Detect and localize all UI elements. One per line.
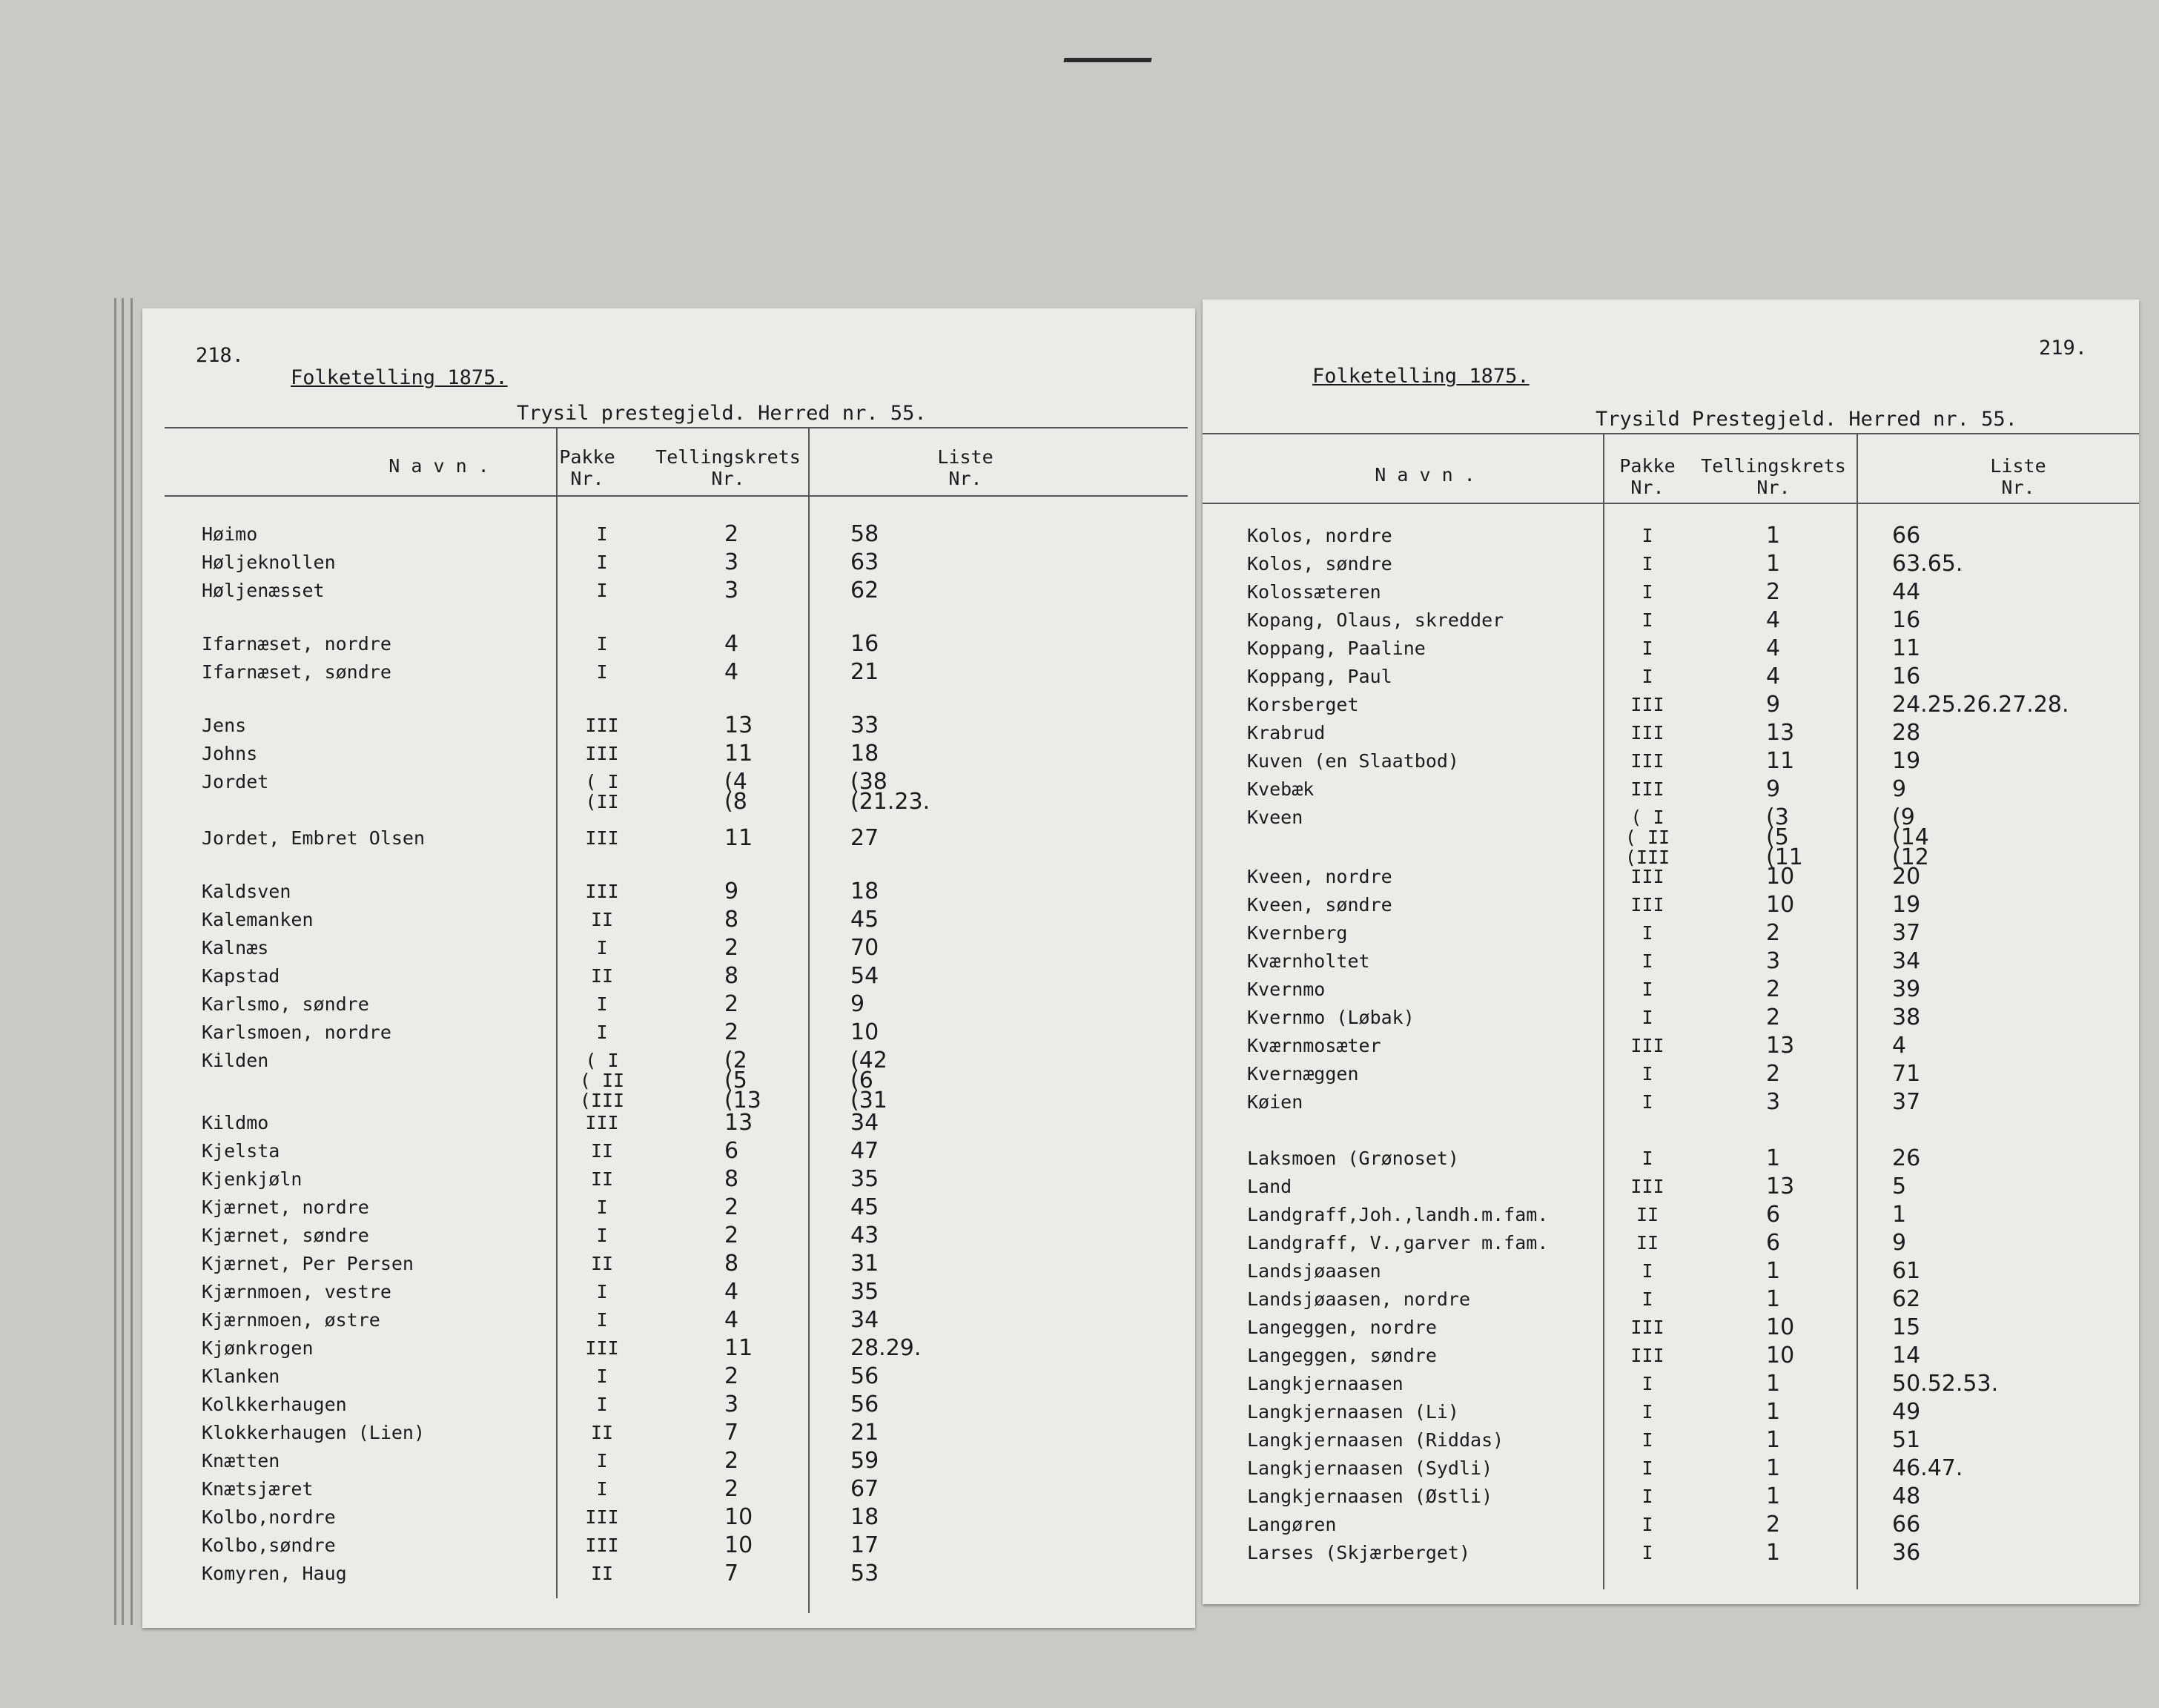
table-rule [165, 427, 1188, 428]
cell-pakke: I [596, 993, 608, 1015]
cell-liste: 31 [850, 1251, 879, 1277]
cell-tellingskrets: 4 [1766, 635, 1781, 661]
cell-navn: Kvebæk [1247, 778, 1315, 800]
cell-tellingskrets: (3 (5 (11 [1766, 804, 1803, 870]
cell-tellingskrets: 8 [724, 1251, 739, 1277]
cell-pakke: I [1641, 581, 1653, 603]
cell-liste: 63.65. [1892, 551, 1963, 577]
cell-liste: (38 (21.23. [850, 769, 930, 815]
cell-pakke: I [1641, 525, 1653, 546]
cell-navn: Klanken [202, 1366, 280, 1387]
cell-tellingskrets: 1 [1766, 1399, 1781, 1425]
cell-pakke: II [590, 1140, 614, 1162]
cell-liste: 18 [850, 878, 879, 904]
cell-navn: Kopang, Olaus, skredder [1247, 609, 1504, 631]
cell-liste: 19 [1892, 892, 1921, 918]
table-rule [165, 495, 1188, 497]
cell-pakke: III [1630, 750, 1664, 772]
cell-liste: (42 (6 (31 [850, 1047, 887, 1113]
cell-pakke: III [585, 881, 619, 902]
cell-liste: 66 [1892, 1512, 1921, 1537]
column-header-pakke: Pakke Nr. [1619, 455, 1676, 498]
page-edge [130, 298, 133, 1625]
cell-pakke: ( I ( II (III [1624, 807, 1670, 868]
cell-tellingskrets: 2 [1766, 976, 1781, 1002]
page-number: 218. [196, 344, 245, 367]
cell-navn: Kuven (en Slaatbod) [1247, 750, 1459, 772]
cell-pakke: I [596, 1022, 608, 1043]
cell-pakke: III [585, 715, 619, 736]
column-divider [1857, 433, 1858, 1589]
cell-pakke: I [1641, 638, 1653, 659]
cell-pakke: III [1630, 722, 1664, 744]
cell-liste: 28 [1892, 720, 1921, 746]
cell-navn: Kjærnmoen, østre [202, 1309, 380, 1331]
cell-liste: 56 [850, 1391, 879, 1417]
cell-navn: Laksmoen (Grønoset) [1247, 1148, 1459, 1169]
cell-tellingskrets: 7 [724, 1420, 739, 1446]
cell-navn: Knætten [202, 1450, 280, 1472]
cell-pakke: III [585, 1112, 619, 1133]
cell-navn: Landgraff, V.,garver m.fam. [1247, 1232, 1549, 1254]
cell-pakke: III [585, 827, 619, 849]
cell-pakke: I [596, 523, 608, 545]
right-page [1203, 299, 2139, 1604]
cell-liste: 14 [1892, 1343, 1921, 1368]
cell-pakke: I [596, 661, 608, 683]
cell-pakke: II [590, 1422, 614, 1443]
cell-pakke: I [1641, 950, 1653, 972]
cell-pakke: I [596, 937, 608, 959]
cell-tellingskrets: 10 [1766, 892, 1795, 918]
cell-pakke: II [590, 1563, 614, 1584]
cell-pakke: ( I ( II (III [579, 1050, 625, 1111]
cell-pakke: I [1641, 1401, 1653, 1423]
cell-navn: Karlsmoen, nordre [202, 1022, 391, 1043]
cell-navn: Kværnmosæter [1247, 1035, 1381, 1056]
cell-tellingskrets: 13 [724, 1110, 753, 1136]
cell-tellingskrets: 2 [724, 1019, 739, 1045]
cell-navn: Kvernmo (Løbak) [1247, 1007, 1415, 1028]
cell-tellingskrets: 1 [1766, 1145, 1781, 1171]
cell-navn: Kvernberg [1247, 922, 1348, 944]
cell-tellingskrets: 9 [1766, 692, 1781, 718]
cell-tellingskrets: 10 [1766, 1343, 1795, 1368]
cell-navn: Ifarnæset, nordre [202, 633, 391, 655]
cell-navn: Knætsjæret [202, 1478, 314, 1500]
cell-liste: 51 [1892, 1427, 1921, 1453]
cell-navn: Langkjernaasen (Østli) [1247, 1486, 1493, 1507]
cell-tellingskrets: 4 [724, 1279, 739, 1305]
cell-liste: 20 [1892, 864, 1921, 890]
cell-pakke: I [596, 580, 608, 601]
cell-pakke: I [1641, 1091, 1653, 1113]
cell-navn: Kjærnet, søndre [202, 1225, 369, 1246]
cell-liste: 38 [1892, 1004, 1921, 1030]
cell-pakke: I [1641, 1486, 1653, 1507]
cell-tellingskrets: 4 [1766, 663, 1781, 689]
cell-pakke: I [1641, 666, 1653, 687]
cell-tellingskrets: 1 [1766, 1455, 1781, 1481]
cell-navn: Landsjøaasen [1247, 1260, 1381, 1282]
cell-liste: 46.47. [1892, 1455, 1963, 1481]
cell-pakke: I [596, 552, 608, 573]
cell-liste: 17 [850, 1532, 879, 1558]
cell-pakke: I [1641, 1542, 1653, 1563]
cell-liste: 50.52.53. [1892, 1371, 1999, 1397]
cell-tellingskrets: 1 [1766, 1258, 1781, 1284]
cell-tellingskrets: 10 [1766, 1314, 1795, 1340]
cell-navn: Langkjernaasen (Riddas) [1247, 1429, 1504, 1451]
left-page [142, 308, 1195, 1628]
cell-tellingskrets: 11 [1766, 748, 1795, 774]
cell-navn: Kvernmo [1247, 979, 1326, 1000]
cell-pakke: II [1636, 1204, 1659, 1225]
cell-liste: 16 [1892, 663, 1921, 689]
cell-pakke: I [1641, 1148, 1653, 1169]
cell-tellingskrets: 2 [724, 935, 739, 961]
cell-liste: 4 [1892, 1033, 1907, 1059]
cell-tellingskrets: 1 [1766, 1427, 1781, 1453]
cell-pakke: III [1630, 694, 1664, 715]
cell-tellingskrets: 8 [724, 907, 739, 933]
cell-navn: Kolos, søndre [1247, 553, 1392, 575]
cell-tellingskrets: 6 [724, 1138, 739, 1164]
cell-pakke: III [585, 1337, 619, 1359]
cell-pakke: III [585, 1506, 619, 1528]
cell-navn: Kjærnet, nordre [202, 1196, 369, 1218]
cell-liste: 54 [850, 963, 879, 989]
cell-navn: Kaldsven [202, 881, 291, 902]
cell-tellingskrets: (2 (5 (13 [724, 1047, 761, 1113]
cell-liste: 16 [1892, 607, 1921, 633]
cell-liste: (9 (14 (12 [1892, 804, 1929, 870]
cell-navn: Jens [202, 715, 247, 736]
column-header-navn: N a v n . [1375, 464, 1475, 486]
cell-liste: 66 [1892, 523, 1921, 549]
cell-pakke: I [596, 1366, 608, 1387]
cell-tellingskrets: 11 [724, 1335, 753, 1361]
cell-liste: 44 [1892, 579, 1921, 605]
cell-liste: 62 [1892, 1286, 1921, 1312]
cell-liste: 67 [850, 1476, 879, 1502]
page-heading: Folketelling 1875. [1312, 365, 1530, 388]
cell-liste: 59 [850, 1448, 879, 1474]
cell-navn: Kjærnmoen, vestre [202, 1281, 391, 1302]
cell-pakke: III [585, 743, 619, 764]
cell-navn: Køien [1247, 1091, 1303, 1113]
cell-pakke: I [1641, 609, 1653, 631]
cell-tellingskrets: 3 [1766, 948, 1781, 974]
cell-pakke: I [1641, 1288, 1653, 1310]
cell-liste: 47 [850, 1138, 879, 1164]
cell-liste: 36 [1892, 1540, 1921, 1566]
cell-tellingskrets: 7 [724, 1560, 739, 1586]
cell-navn: Landsjøaasen, nordre [1247, 1288, 1471, 1310]
cell-tellingskrets: 2 [724, 1194, 739, 1220]
cell-tellingskrets: 11 [724, 741, 753, 767]
cell-pakke: III [1630, 894, 1664, 916]
cell-tellingskrets: 2 [1766, 579, 1781, 605]
cell-tellingskrets: 8 [724, 963, 739, 989]
column-header-krets: Tellingskrets Nr. [1701, 455, 1846, 498]
cell-navn: Kjelsta [202, 1140, 280, 1162]
cell-liste: 19 [1892, 748, 1921, 774]
cell-liste: 5 [1892, 1174, 1907, 1199]
cell-pakke: I [1641, 553, 1653, 575]
cell-navn: Langøren [1247, 1514, 1337, 1535]
page-number: 219. [2039, 337, 2088, 360]
cell-liste: 53 [850, 1560, 879, 1586]
cell-tellingskrets: 2 [724, 1222, 739, 1248]
page-subheading: Trysil prestegjeld. Herred nr. 55. [517, 402, 927, 425]
cell-navn: Komyren, Haug [202, 1563, 347, 1584]
cell-liste: 34 [1892, 948, 1921, 974]
cell-pakke: I [596, 1196, 608, 1218]
cell-liste: 61 [1892, 1258, 1921, 1284]
cell-navn: Langkjernaasen (Sydli) [1247, 1457, 1493, 1479]
cell-pakke: ( I (II [585, 771, 619, 812]
cell-pakke: I [1641, 922, 1653, 944]
cell-navn: Høimo [202, 523, 258, 545]
cell-liste: 37 [1892, 1089, 1921, 1115]
cell-tellingskrets: 1 [1766, 551, 1781, 577]
cell-liste: 34 [850, 1307, 879, 1333]
cell-navn: Kildmo [202, 1112, 269, 1133]
cell-tellingskrets: 10 [1766, 864, 1795, 890]
cell-navn: Kjærnet, Per Persen [202, 1253, 414, 1274]
cell-tellingskrets: 2 [724, 1448, 739, 1474]
cell-pakke: III [1630, 1317, 1664, 1338]
cell-tellingskrets: 1 [1766, 523, 1781, 549]
cell-navn: Kalemanken [202, 909, 314, 930]
cell-liste: 16 [850, 631, 879, 657]
cell-navn: Korsberget [1247, 694, 1359, 715]
cell-pakke: I [1641, 1063, 1653, 1085]
cell-pakke: II [590, 1253, 614, 1274]
cell-navn: Kolkkerhaugen [202, 1394, 347, 1415]
cell-pakke: II [590, 1168, 614, 1190]
cell-navn: Kolbo,søndre [202, 1535, 336, 1556]
cell-liste: 10 [850, 1019, 879, 1045]
cell-liste: 49 [1892, 1399, 1921, 1425]
cell-liste: 11 [1892, 635, 1921, 661]
scan-mark [1063, 58, 1151, 62]
cell-liste: 56 [850, 1363, 879, 1389]
cell-pakke: I [1641, 979, 1653, 1000]
cell-liste: 34 [850, 1110, 879, 1136]
cell-tellingskrets: 2 [724, 991, 739, 1017]
cell-navn: Kveen, søndre [1247, 894, 1392, 916]
cell-tellingskrets: 1 [1766, 1483, 1781, 1509]
cell-tellingskrets: 3 [724, 1391, 739, 1417]
cell-liste: 35 [850, 1279, 879, 1305]
cell-pakke: I [1641, 1007, 1653, 1028]
cell-tellingskrets: 9 [1766, 776, 1781, 802]
cell-navn: Johns [202, 743, 258, 764]
cell-tellingskrets: 10 [724, 1532, 753, 1558]
cell-tellingskrets: (4 (8 [724, 769, 747, 815]
cell-navn: Karlsmo, søndre [202, 993, 369, 1015]
cell-pakke: I [596, 1309, 608, 1331]
cell-tellingskrets: 6 [1766, 1230, 1781, 1256]
cell-liste: 71 [1892, 1061, 1921, 1087]
cell-liste: 33 [850, 712, 879, 738]
cell-tellingskrets: 3 [724, 549, 739, 575]
column-header-liste: Liste Nr. [1990, 455, 2046, 498]
cell-liste: 26 [1892, 1145, 1921, 1171]
cell-navn: Jordet [202, 771, 269, 792]
cell-navn: Kalnæs [202, 937, 269, 959]
cell-liste: 70 [850, 935, 879, 961]
cell-liste: 39 [1892, 976, 1921, 1002]
cell-tellingskrets: 2 [724, 521, 739, 547]
cell-navn: Jordet, Embret Olsen [202, 827, 426, 849]
cell-liste: 43 [850, 1222, 879, 1248]
census-book [111, 291, 2088, 1640]
cell-navn: Langeggen, søndre [1247, 1345, 1437, 1366]
cell-navn: Høljenæsset [202, 580, 325, 601]
cell-navn: Land [1247, 1176, 1292, 1197]
cell-liste: 45 [850, 907, 879, 933]
cell-pakke: I [596, 1450, 608, 1472]
cell-tellingskrets: 2 [1766, 1004, 1781, 1030]
cell-pakke: III [1630, 1176, 1664, 1197]
table-rule [1203, 503, 2139, 504]
cell-pakke: I [596, 1478, 608, 1500]
cell-navn: Kvernæggen [1247, 1063, 1359, 1085]
cell-pakke: III [1630, 866, 1664, 887]
cell-pakke: II [590, 909, 614, 930]
cell-liste: 35 [850, 1166, 879, 1192]
cell-navn: Ifarnæset, søndre [202, 661, 391, 683]
cell-navn: Kolos, nordre [1247, 525, 1392, 546]
cell-liste: 63 [850, 549, 879, 575]
cell-navn: Kolossæteren [1247, 581, 1381, 603]
cell-tellingskrets: 4 [724, 1307, 739, 1333]
cell-pakke: I [1641, 1514, 1653, 1535]
cell-liste: 28.29. [850, 1335, 922, 1361]
cell-tellingskrets: 2 [1766, 920, 1781, 946]
cell-liste: 18 [850, 741, 879, 767]
cell-tellingskrets: 6 [1766, 1202, 1781, 1228]
cell-liste: 58 [850, 521, 879, 547]
cell-liste: 27 [850, 825, 879, 851]
cell-navn: Kveen [1247, 807, 1303, 828]
cell-tellingskrets: 1 [1766, 1540, 1781, 1566]
cell-navn: Kolbo,nordre [202, 1506, 336, 1528]
cell-pakke: I [596, 1394, 608, 1415]
cell-navn: Klokkerhaugen (Lien) [202, 1422, 426, 1443]
cell-navn: Kapstad [202, 965, 280, 987]
cell-navn: Kjenkjøln [202, 1168, 302, 1190]
cell-pakke: III [1630, 1345, 1664, 1366]
cell-navn: Kjønkrogen [202, 1337, 314, 1359]
cell-pakke: I [1641, 1457, 1653, 1479]
cell-tellingskrets: 8 [724, 1166, 739, 1192]
cell-pakke: III [1630, 778, 1664, 800]
cell-liste: 9 [1892, 776, 1907, 802]
cell-navn: Kveen, nordre [1247, 866, 1392, 887]
cell-liste: 15 [1892, 1314, 1921, 1340]
cell-liste: 24.25.26.27.28. [1892, 692, 2069, 718]
cell-navn: Kilden [202, 1050, 269, 1071]
cell-liste: 21 [850, 1420, 879, 1446]
cell-navn: Høljeknollen [202, 552, 336, 573]
cell-pakke: I [1641, 1260, 1653, 1282]
cell-pakke: I [596, 1281, 608, 1302]
cell-tellingskrets: 13 [1766, 1033, 1795, 1059]
column-header-liste: Liste Nr. [937, 446, 993, 489]
cell-liste: 9 [1892, 1230, 1907, 1256]
column-header-pakke: Pakke Nr. [559, 446, 615, 489]
page-edge [122, 298, 124, 1625]
cell-liste: 1 [1892, 1202, 1907, 1228]
cell-pakke: I [596, 633, 608, 655]
column-header-krets: Tellingskrets Nr. [655, 446, 801, 489]
cell-liste: 37 [1892, 920, 1921, 946]
table-rule [1203, 433, 2139, 434]
cell-tellingskrets: 11 [724, 825, 753, 851]
page-edge [114, 298, 116, 1625]
cell-tellingskrets: 13 [1766, 1174, 1795, 1199]
cell-navn: Krabrud [1247, 722, 1326, 744]
cell-tellingskrets: 13 [724, 712, 753, 738]
cell-tellingskrets: 13 [1766, 720, 1795, 746]
cell-liste: 18 [850, 1504, 879, 1530]
cell-tellingskrets: 9 [724, 878, 739, 904]
cell-navn: Langeggen, nordre [1247, 1317, 1437, 1338]
cell-liste: 45 [850, 1194, 879, 1220]
cell-tellingskrets: 3 [724, 577, 739, 603]
cell-tellingskrets: 2 [1766, 1061, 1781, 1087]
cell-liste: 9 [850, 991, 865, 1017]
cell-liste: 48 [1892, 1483, 1921, 1509]
cell-tellingskrets: 4 [724, 631, 739, 657]
cell-tellingskrets: 1 [1766, 1371, 1781, 1397]
column-header-navn: N a v n . [389, 455, 489, 477]
cell-navn: Langkjernaasen (Li) [1247, 1401, 1459, 1423]
cell-tellingskrets: 2 [724, 1363, 739, 1389]
cell-pakke: III [1630, 1035, 1664, 1056]
cell-navn: Koppang, Paul [1247, 666, 1392, 687]
cell-pakke: II [590, 965, 614, 987]
cell-pakke: II [1636, 1232, 1659, 1254]
cell-navn: Landgraff,Joh.,landh.m.fam. [1247, 1204, 1549, 1225]
cell-tellingskrets: 2 [1766, 1512, 1781, 1537]
cell-liste: 21 [850, 659, 879, 685]
cell-navn: Kværnholtet [1247, 950, 1370, 972]
cell-pakke: I [1641, 1373, 1653, 1394]
cell-tellingskrets: 4 [1766, 607, 1781, 633]
cell-liste: 62 [850, 577, 879, 603]
cell-tellingskrets: 2 [724, 1476, 739, 1502]
cell-navn: Larses (Skjærberget) [1247, 1542, 1471, 1563]
cell-pakke: III [585, 1535, 619, 1556]
cell-navn: Langkjernaasen [1247, 1373, 1403, 1394]
cell-tellingskrets: 4 [724, 659, 739, 685]
cell-pakke: I [596, 1225, 608, 1246]
page-subheading: Trysild Prestegjeld. Herred nr. 55. [1596, 408, 2017, 431]
cell-tellingskrets: 1 [1766, 1286, 1781, 1312]
cell-tellingskrets: 10 [724, 1504, 753, 1530]
cell-navn: Koppang, Paaline [1247, 638, 1426, 659]
page-heading: Folketelling 1875. [291, 366, 508, 389]
cell-pakke: I [1641, 1429, 1653, 1451]
cell-tellingskrets: 3 [1766, 1089, 1781, 1115]
